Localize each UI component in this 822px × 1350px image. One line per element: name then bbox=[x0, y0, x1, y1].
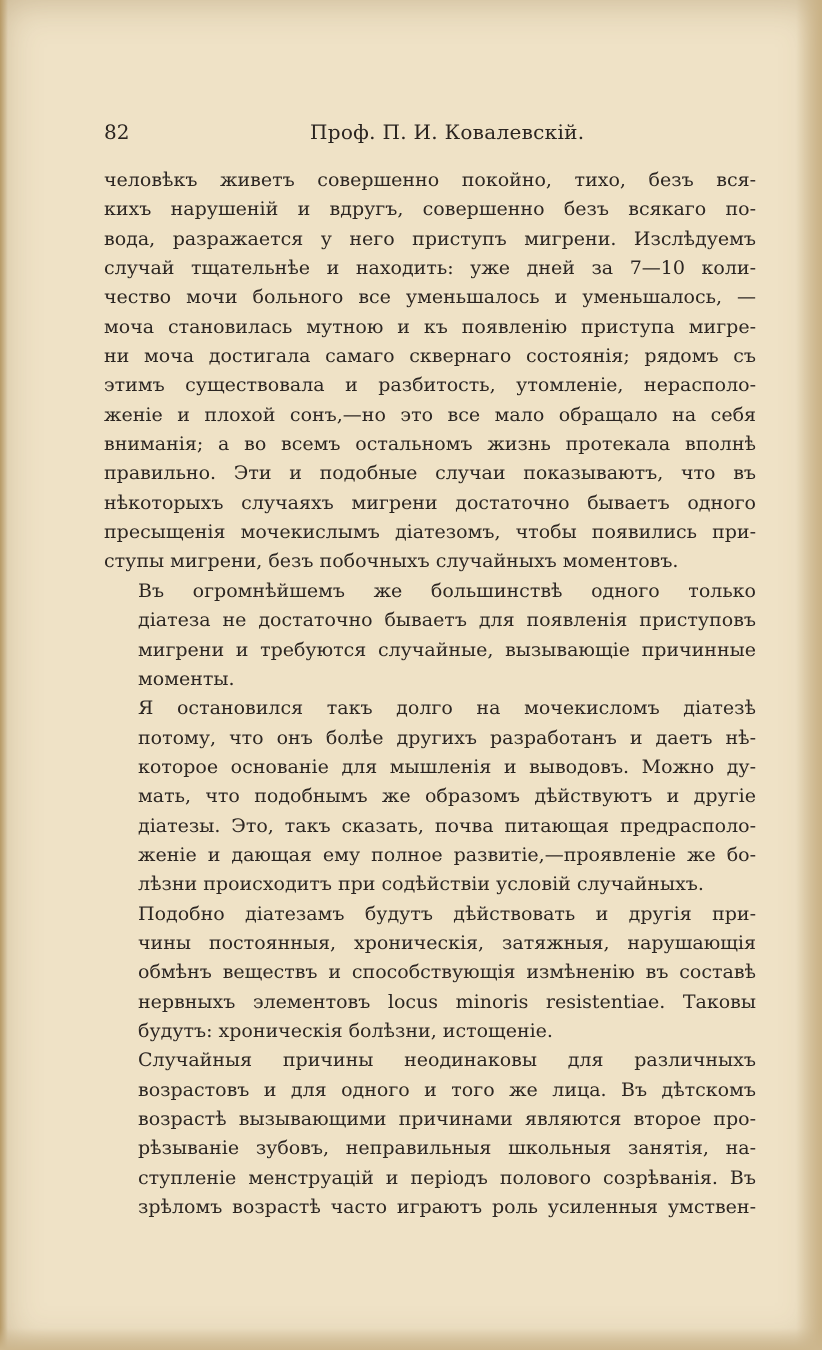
text-line: возрастовъ и для одного и того же лица. Въ дѣтскомъ bbox=[138, 1078, 756, 1101]
text-line: діатеза не достаточно бываетъ для появленія приступовъ bbox=[138, 609, 756, 632]
text-line: ступленіе менструацій и періодъ полового созрѣванія. Въ bbox=[138, 1166, 756, 1189]
text-line: обмѣнъ веществъ и способствующія измѣненію въ составѣ bbox=[138, 961, 756, 984]
text-line: этимъ существовала и разбитость, утомленіе, нерасполо- bbox=[104, 374, 756, 397]
text-line: вниманія; а во всемъ остальномъ жизнь протекала вполнѣ bbox=[104, 433, 756, 456]
text-line: будутъ: хроническія болѣзни, истощеніе. bbox=[138, 1019, 553, 1042]
paragraph bbox=[104, 694, 756, 899]
text-line: случай тщательнѣе и находить: уже дней за 7—10 коли- bbox=[104, 257, 756, 280]
text-line: пресыщенія мочекислымъ діатезомъ, чтобы появились при- bbox=[104, 521, 756, 544]
paragraph bbox=[104, 166, 756, 577]
body-text bbox=[104, 166, 756, 1222]
text-line: Подобно діатезамъ будутъ дѣйствовать и другія при- bbox=[138, 902, 756, 925]
text-line: которое основаніе для мышленія и выводовъ. Можно ду- bbox=[138, 755, 756, 778]
page-number: 82 bbox=[104, 120, 130, 144]
text-line: вода, разражается у него приступъ мигрени. Изслѣдуемъ bbox=[104, 227, 756, 250]
paragraph bbox=[104, 577, 756, 694]
text-line: женіе и плохой сонъ,—но это все мало обращало на себя bbox=[104, 403, 756, 426]
text-line: мигрени и требуются случайные, вызывающіе причинные bbox=[138, 638, 756, 661]
text-line: Я остановился такъ долго на мочекисломъ діатезѣ bbox=[138, 697, 756, 720]
paragraph bbox=[104, 1046, 756, 1222]
text-line: правильно. Эти и подобные случаи показываютъ, что въ bbox=[104, 462, 756, 485]
text-line: нѣкоторыхъ случаяхъ мигрени достаточно бываетъ одного bbox=[104, 491, 756, 514]
text-line: нервныхъ элементовъ locus minoris resistentiae. Таковы bbox=[138, 990, 756, 1013]
page-left-edge-shadow bbox=[0, 0, 8, 1350]
page-right-edge-shadow bbox=[796, 0, 822, 1350]
text-line: чины постоянныя, хроническія, затяжныя, нарушающія bbox=[138, 931, 756, 954]
text-line: лѣзни происходитъ при содѣйствіи условій случайныхъ. bbox=[138, 873, 704, 896]
text-line: ступы мигрени, безъ побочныхъ случайныхъ моментовъ. bbox=[104, 550, 679, 573]
paragraph bbox=[104, 900, 756, 1047]
page-bottom-edge-shadow bbox=[0, 1328, 822, 1350]
text-line: потому, что онъ болѣе другихъ разработанъ и даетъ нѣ- bbox=[138, 726, 756, 749]
text-line: Случайныя причины неодинаковы для различныхъ bbox=[138, 1049, 756, 1072]
text-line: человѣкъ живетъ совершенно покойно, тихо, безъ вся- bbox=[104, 169, 756, 191]
text-line: моменты. bbox=[138, 667, 235, 690]
text-line: рѣзываніе зубовъ, неправильныя школьныя занятія, на- bbox=[138, 1137, 756, 1160]
running-title: Проф. П. И. Ковалевскій. bbox=[310, 120, 585, 144]
text-line: ни моча достигала самаго сквернаго состоянія; рядомъ съ bbox=[104, 345, 756, 368]
page-header bbox=[104, 120, 756, 150]
text-line: чество мочи больного все уменьшалось и уменьшалось, — bbox=[104, 286, 756, 309]
text-line: моча становилась мутною и къ появленію приступа мигре- bbox=[104, 315, 756, 338]
text-line: зрѣломъ возрастѣ часто играютъ роль усиленныя умствен- bbox=[138, 1196, 756, 1219]
text-line: кихъ нарушеній и вдругъ, совершенно безъ всякаго по- bbox=[104, 198, 756, 221]
text-line: возрастѣ вызывающими причинами являются второе про- bbox=[138, 1108, 756, 1130]
text-line: діатезы. Это, такъ сказать, почва питающая предрасполо- bbox=[138, 814, 756, 837]
text-line: мать, что подобнымъ же образомъ дѣйствуютъ и другіе bbox=[138, 785, 756, 808]
text-line: Въ огромнѣйшемъ же большинствѣ одного только bbox=[138, 579, 756, 602]
text-line: женіе и дающая ему полное развитіе,—проявленіе же бо- bbox=[138, 843, 756, 866]
